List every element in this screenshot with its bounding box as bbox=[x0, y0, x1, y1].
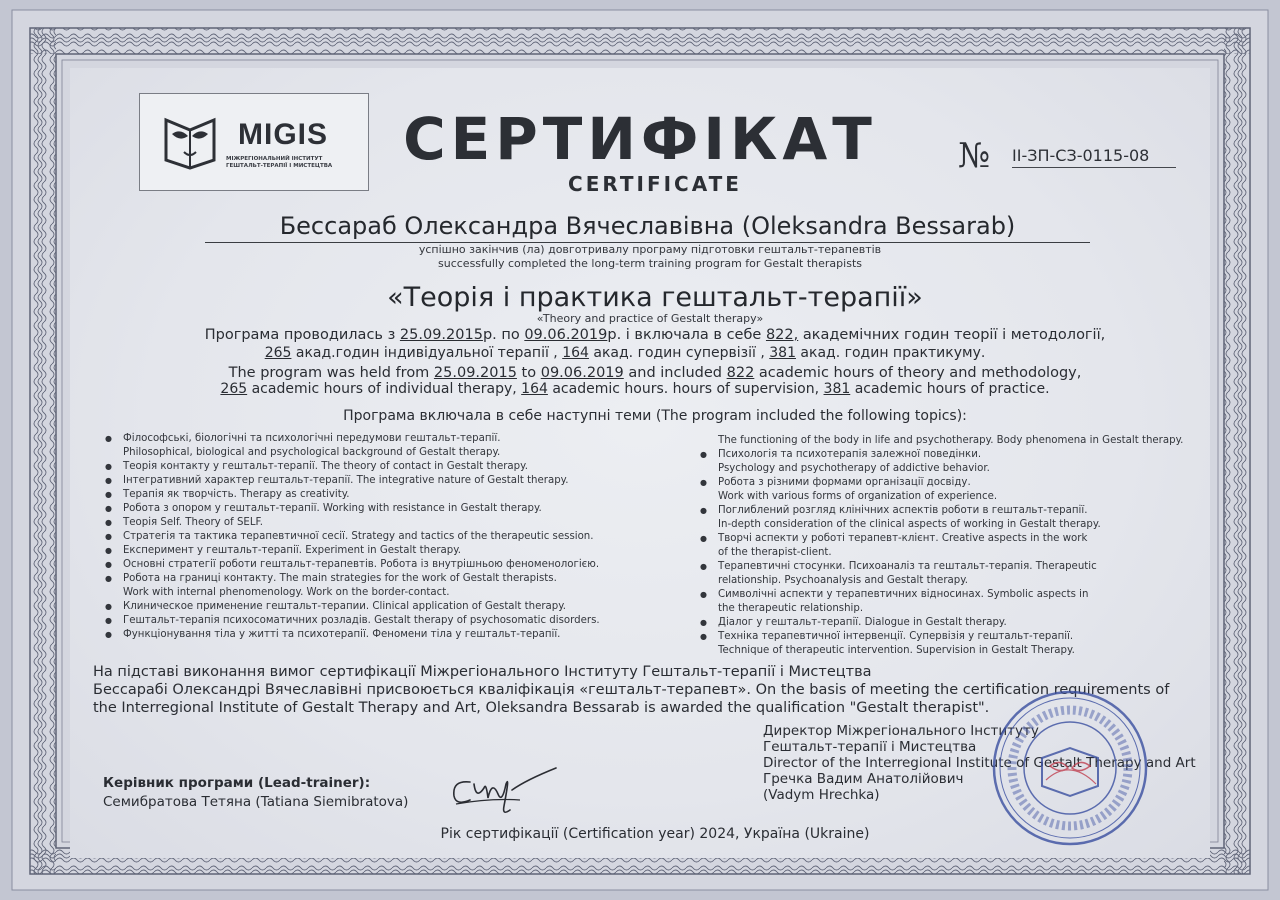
list-item: ● Терапевтичні стосунки. Психоаналіз та гештальт-терапія. Therapeutic relationship. Psychoanalysis and Gestalt therapy. bbox=[700, 560, 1210, 588]
list-item: ● Філософські, біологічні та психологічні передумови гештальт-терапії. Philosophical, biological and psychological background of Gestalt therapy. bbox=[105, 432, 685, 460]
recipient-name: Бессараб Олександра Вячеславівна (Oleksandra Bessarab) bbox=[205, 212, 1090, 243]
lead-trainer-label: Керівник програми (Lead-trainer): bbox=[103, 775, 371, 791]
list-item: ● Експеримент у гештальт-терапії. Experiment in Gestalt therapy. bbox=[105, 544, 685, 558]
conclusion-line: Бессарабі Олександрі Вячеславівні присвоюється кваліфікація «гештальт-терапевт». On the basis of meeting the certification requirements of bbox=[93, 682, 1170, 698]
list-item: ● Робота з опором у гештальт-терапії. Working with resistance in Gestalt therapy. bbox=[105, 502, 685, 516]
program-hours-ua: 265 акад.годин індивідуальної терапії , 164 акад. годин супервізії , 381 акад. годин практикуму. bbox=[264, 345, 986, 361]
certificate-title: СЕРТИФІКАТ bbox=[403, 105, 877, 173]
list-item: ● Терапія як творчість. Therapy as creativity. bbox=[105, 488, 685, 502]
list-item: ● Робота з різними формами організації досвіду. Work with various forms of organization of experience. bbox=[700, 476, 1210, 504]
list-item: ● Основні стратегії роботи гештальт-терапевтів. Робота із внутрішньою феноменологією. bbox=[105, 558, 685, 572]
list-item: ● Діалог у гештальт-терапії. Dialogue in Gestalt therapy. bbox=[700, 616, 1210, 630]
list-item: ● Психологія та психотерапія залежної поведінки. Psychology and psychotherapy of addictive behavior. bbox=[700, 448, 1210, 476]
program-dates-en: The program was held from 25.09.2015 to 09.06.2019 and included 822 academic hours of theory and methodology, bbox=[228, 365, 1082, 381]
conclusion-line: На підставі виконання вимог сертифікації Міжрегіонального Інституту Гештальт-терапії і Мистецтва bbox=[93, 664, 872, 680]
list-item: ● Поглиблений розгляд клінічних аспектів роботи в гештальт-терапії. In-depth consideration of the clinical aspects of working in Gestalt therapy. bbox=[700, 504, 1210, 532]
number-sign: № bbox=[958, 136, 991, 176]
completed-en: successfully completed the long-term training program for Gestalt therapists bbox=[438, 257, 862, 270]
director-name-en: (Vadym Hrechka) bbox=[763, 787, 880, 803]
conclusion-line: the Interregional Institute of Gestalt Therapy and Art, Oleksandra Bessarab is awarded the qualification "Gestalt therapist". bbox=[93, 700, 990, 716]
topics-right-list bbox=[700, 434, 1210, 658]
list-item: ● Теорія Self. Theory of SELF. bbox=[105, 516, 685, 530]
program-title-ua: «Теорія і практика гештальт-терапії» bbox=[387, 282, 923, 313]
completed-ua: успішно закінчив (ла) довготривалу програму підготовки гештальт-терапевтів bbox=[418, 243, 882, 256]
certificate-subtitle: CERTIFICATE bbox=[568, 172, 742, 196]
topics-left-list bbox=[105, 432, 685, 642]
topics-heading: Програма включала в себе наступні теми (The program included the following topics): bbox=[343, 408, 967, 424]
director-line: Директор Міжрегіонального Інституту bbox=[763, 723, 1039, 739]
logo-subtitle: МІЖРЕГІОНАЛЬНИЙ ІНСТИТУТ ГЕШТАЛЬТ-ТЕРАПІЇ І МИСТЕЦТВА bbox=[226, 156, 333, 169]
certification-year: Рік сертифікації (Certification year) 2024, Україна (Ukraine) bbox=[440, 826, 870, 842]
logo-brand: MIGIS bbox=[238, 118, 329, 151]
lead-trainer-name: Семибратова Тетяна (Tatiana Siemibratova) bbox=[103, 794, 409, 810]
director-line: Director of the Interregional Institute of Gestalt Therapy and Art bbox=[763, 755, 1196, 771]
list-item: ● Символічні аспекти у терапевтичних відносинах. Symbolic aspects in the therapeutic relationship. bbox=[700, 588, 1210, 616]
director-line: Гештальт-терапії і Мистецтва bbox=[763, 739, 977, 755]
list-item: ● Гештальт-терапія психосоматичних розладів. Gestalt therapy of psychosomatic disorders. bbox=[105, 614, 685, 628]
program-hours-en: 265 academic hours of individual therapy, 164 academic hours. hours of supervision, 381 academic hours of practice. bbox=[220, 381, 1050, 397]
certificate-number: II-ЗП-СЗ-0115-08 bbox=[1012, 146, 1176, 168]
program-title-en: «Theory and practice of Gestalt therapy» bbox=[536, 312, 764, 325]
signature-icon bbox=[440, 760, 560, 820]
list-item: ● Функціонування тіла у житті та психотерапії. Феномени тіла у гештальт-терапії. bbox=[105, 628, 685, 642]
program-dates-ua: Програма проводилась з 25.09.2015р. по 09.06.2019р. і включала в себе 822, академічних годин теорії і методології, bbox=[204, 327, 1106, 343]
institute-seal-icon bbox=[990, 688, 1150, 848]
list-item: ● Клиническое применение гештальт-терапии. Clinical application of Gestalt therapy. bbox=[105, 600, 685, 614]
list-item: ● Творчі аспекти у роботі терапевт-клієнт. Creative aspects in the work of the therapist-client. bbox=[700, 532, 1210, 560]
list-item: ● Техніка терапевтичної інтервенції. Супервізія у гештальт-терапії. Technique of therapeutic intervention. Supervision in Gestalt Therapy. bbox=[700, 630, 1210, 658]
list-item: The functioning of the body in life and psychotherapy. Body phenomena in Gestalt therapy. bbox=[718, 435, 1184, 446]
list-item: ● Робота на границі контакту. The main strategies for the work of Gestalt therapists. Work with internal phenomenology. Work on the border-contact. bbox=[105, 572, 685, 600]
list-item: ● Інтегративний характер гештальт-терапії. The integrative nature of Gestalt therapy. bbox=[105, 474, 685, 488]
director-name: Гречка Вадим Анатолійович bbox=[763, 771, 964, 787]
list-item: ● Стратегія та тактика терапевтичної сесії. Strategy and tactics of the therapeutic session. bbox=[105, 530, 685, 544]
list-item: ● Теорія контакту у гештальт-терапії. The theory of contact in Gestalt therapy. bbox=[105, 460, 685, 474]
